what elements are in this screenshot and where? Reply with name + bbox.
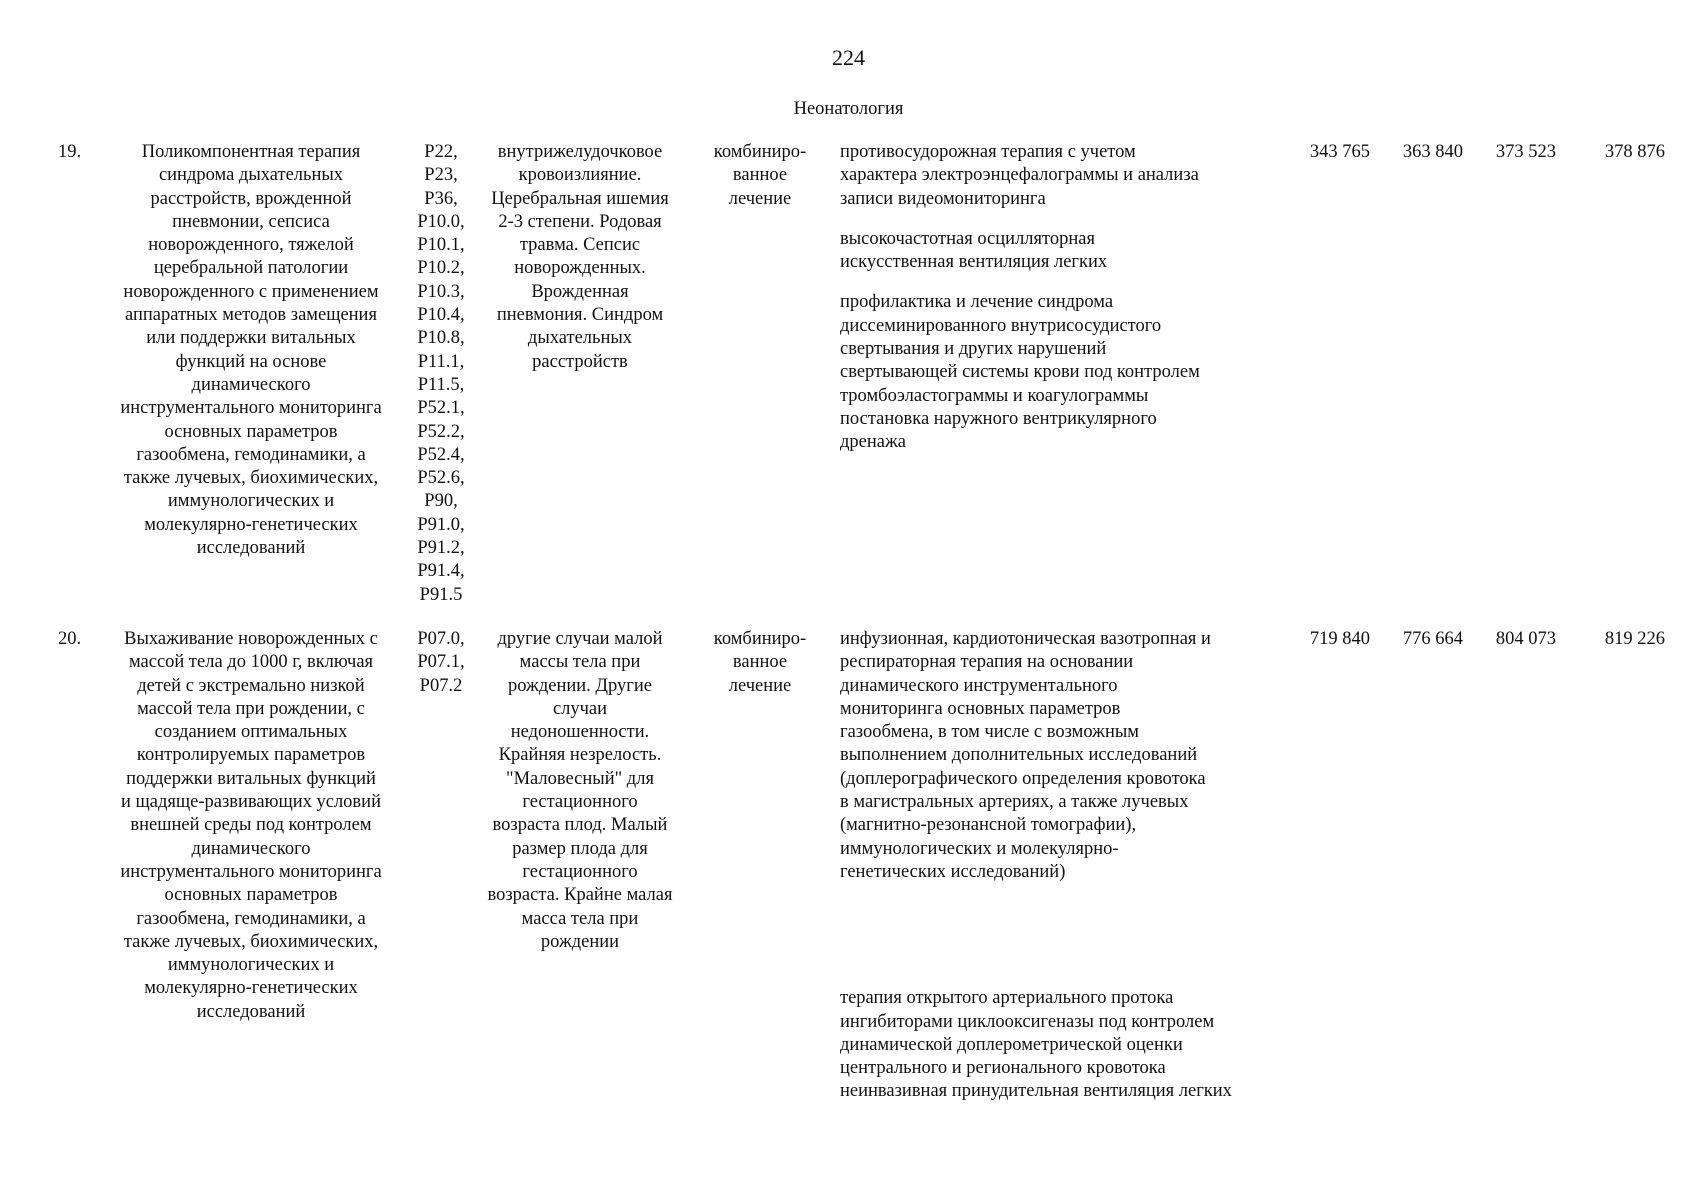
text-line: центрального и регионального кровотока [840, 1058, 1166, 1079]
text-line: контролируемых параметров [136, 745, 366, 766]
text-line: кровоизлияние. [518, 165, 642, 186]
text-line: функций на основе [175, 351, 327, 372]
text-line: масса тела при [521, 908, 639, 929]
text-line: комбиниро- [713, 629, 807, 649]
text-line: церебральной патологии [153, 258, 349, 279]
price-4: 378 876 [1604, 142, 1665, 162]
text-line: синдрома дыхательных [158, 165, 344, 186]
text-line: молекулярно-генетических [144, 514, 358, 535]
text-line: P10.3, [417, 281, 465, 302]
text-line: свертывающей системы крови под контролем [840, 362, 1200, 383]
text-line: лечение [728, 188, 792, 209]
diagnosis [477, 628, 683, 954]
text-line: внутрижелудочковое [497, 142, 663, 162]
diagnosis [477, 141, 683, 374]
method-paragraph [840, 291, 1300, 454]
text-line: диссеминированного внутрисосудистого [840, 315, 1162, 336]
text-line: P10.0, [417, 211, 465, 232]
text-line: иммунологических и молекулярно- [840, 838, 1119, 859]
text-line: P52.6, [417, 468, 465, 489]
text-line: инструментального мониторинга [120, 398, 382, 419]
price-3: 804 073 [1495, 629, 1556, 649]
text-line: массы тела при [519, 652, 641, 673]
text-line: также лучевых, биохимических, [123, 468, 379, 489]
text-line: тромбоэластограммы и коагулограммы [840, 385, 1149, 406]
row-number: 20. [58, 629, 82, 649]
text-line: P52.4, [417, 444, 465, 465]
text-line: исследований [196, 1001, 306, 1022]
text-line: поддержки витальных функций [126, 768, 376, 789]
treatment-methods [840, 141, 1300, 455]
text-line: случаи [552, 698, 608, 719]
text-line: газообмена, гемодинамики, а [136, 908, 366, 929]
text-line: P10.8, [417, 328, 465, 349]
text-line: дренажа [840, 432, 906, 453]
text-line: Выхаживание новорожденных с [124, 629, 378, 649]
text-line: дыхательных [527, 328, 633, 349]
text-line: P91.5 [419, 584, 463, 605]
text-line: неинвазивная принудительная вентиляция легких [840, 1081, 1232, 1102]
text-line: лечение [728, 675, 792, 696]
text-line: рождении. Другие [508, 675, 652, 696]
text-line: P07.1, [417, 652, 465, 673]
text-line: P52.1, [417, 398, 465, 419]
text-line: инфузионная, кардиотоническая вазотропная и [840, 629, 1211, 649]
text-line: массой тела до 1000 г, включая [128, 652, 374, 673]
text-line: искусственная вентиляция легких [840, 252, 1108, 273]
text-line: иммунологических и [167, 955, 335, 976]
text-line: гестационного [522, 861, 638, 882]
text-line: динамического инструментального [840, 675, 1118, 696]
text-line: новорожденного, тяжелой [148, 235, 354, 256]
text-line: профилактика и лечение синдрома [840, 292, 1114, 313]
section-title: Неонатология [793, 99, 904, 119]
text-line: Церебральная ишемия [491, 188, 669, 209]
text-line: P10.2, [417, 258, 465, 279]
text-line: расстройств, врожденной [150, 188, 352, 209]
text-line: аппаратных методов замещения [125, 305, 377, 326]
treatment-type [700, 141, 820, 211]
text-line: пневмония. Синдром [496, 305, 664, 326]
text-line: P91.2, [417, 538, 465, 559]
text-line: новорожденного с применением [123, 281, 379, 302]
text-line: созданием оптимальных [154, 722, 348, 743]
text-line: травма. Сепсис [519, 235, 641, 256]
text-line: записи видеомониторинга [840, 188, 1046, 209]
text-line: 2-3 степени. Родовая [498, 211, 662, 232]
row-number: 19. [58, 142, 82, 162]
price-2: 363 840 [1402, 142, 1463, 162]
text-line: P10.4, [417, 305, 465, 326]
text-line: "Маловесный" для [506, 768, 654, 789]
text-line: детей с экстремально низкой [137, 675, 365, 696]
text-line: или поддержки витальных [146, 328, 356, 349]
text-line: другие случаи малой [497, 629, 663, 649]
text-line: Врожденная [531, 281, 629, 302]
text-line: выполнением дополнительных исследований [840, 745, 1198, 766]
text-line: в магистральных артериях, а также лучевых [840, 792, 1189, 813]
text-line: динамического [191, 838, 311, 859]
text-line: инструментального мониторинга [120, 861, 382, 882]
text-line: P11.1, [417, 351, 465, 372]
text-line: новорожденных. [514, 258, 646, 279]
treatment-methods [840, 628, 1300, 1104]
price-2: 776 664 [1402, 629, 1463, 649]
text-line: противосудорожная терапия с учетом [840, 142, 1136, 162]
text-line: газообмена, в том числе с возможным [840, 722, 1139, 743]
text-line: и щадяще-развивающих условий [121, 792, 381, 813]
text-line: молекулярно-генетических [144, 978, 358, 999]
text-line: P07.0, [417, 629, 465, 649]
text-line: комбиниро- [713, 142, 807, 162]
text-line: ванное [732, 652, 788, 673]
icd-codes [407, 141, 475, 607]
text-line: динамического [191, 374, 311, 395]
text-line: ингибиторами циклооксигеназы под контролем [840, 1011, 1215, 1032]
text-line: газообмена, гемодинамики, а [136, 444, 366, 465]
text-line: пневмонии, сепсиса [172, 211, 330, 232]
text-line: массой тела при рождении, с [137, 698, 365, 719]
text-line: динамической доплерометрической оценки [840, 1034, 1183, 1055]
method-paragraph [840, 628, 1300, 884]
text-line: респираторная терапия на основании [840, 652, 1134, 673]
text-line: рождении [540, 931, 620, 952]
text-line: P23, [424, 165, 458, 186]
text-line: возраста. Крайне малая [487, 885, 673, 906]
price-4: 819 226 [1604, 629, 1665, 649]
text-line: (магнитно-резонансной томографии), [840, 815, 1137, 836]
treatment-type [700, 628, 820, 698]
procedure-name [106, 628, 396, 1024]
icd-codes [407, 628, 475, 698]
text-line: генетических исследований) [840, 861, 1066, 882]
text-line: свертывания и других нарушений [840, 339, 1107, 360]
procedure-name [106, 141, 396, 560]
text-line: иммунологических и [167, 491, 335, 512]
text-line: недоношенности. [510, 722, 650, 743]
text-line: P11.5, [417, 374, 465, 395]
text-line: высокочастотная осцилляторная [840, 228, 1096, 249]
text-line: Поликомпонентная терапия [141, 142, 361, 162]
price-1: 719 840 [1309, 629, 1370, 649]
text-line: также лучевых, биохимических, [123, 931, 379, 952]
text-line: основных параметров [164, 885, 338, 906]
method-paragraph [840, 228, 1300, 275]
text-line: P91.0, [417, 514, 465, 535]
page-number: 224 [832, 45, 865, 70]
text-line: размер плода для [512, 838, 648, 859]
method-paragraph [840, 141, 1300, 211]
text-line: исследований [196, 538, 306, 559]
text-line: P10.1, [417, 235, 465, 256]
text-line: основных параметров [164, 421, 338, 442]
text-line: мониторинга основных параметров [840, 698, 1121, 719]
text-line: Крайняя незрелость. [498, 745, 662, 766]
text-line: ванное [732, 165, 788, 186]
text-line: характера электроэнцефалограммы и анализа [840, 165, 1199, 186]
text-line: гестационного [522, 792, 638, 813]
text-line: P91.4, [417, 561, 465, 582]
price-1: 343 765 [1309, 142, 1370, 162]
method-paragraph [840, 987, 1300, 1103]
text-line: P22, [424, 142, 458, 162]
text-line: P52.2, [417, 421, 465, 442]
price-3: 373 523 [1495, 142, 1556, 162]
text-line: возраста плод. Малый [492, 815, 668, 836]
text-line: внешней среды под контролем [130, 815, 372, 836]
text-line: терапия открытого артериального протока [840, 988, 1174, 1009]
text-line: (доплерографического определения кровотока [840, 768, 1206, 789]
text-line: расстройств [532, 351, 628, 372]
text-line: постановка наружного вентрикулярного [840, 408, 1157, 429]
text-line: P90, [424, 491, 458, 512]
text-line: P07.2 [419, 675, 463, 696]
text-line: P36, [424, 188, 458, 209]
